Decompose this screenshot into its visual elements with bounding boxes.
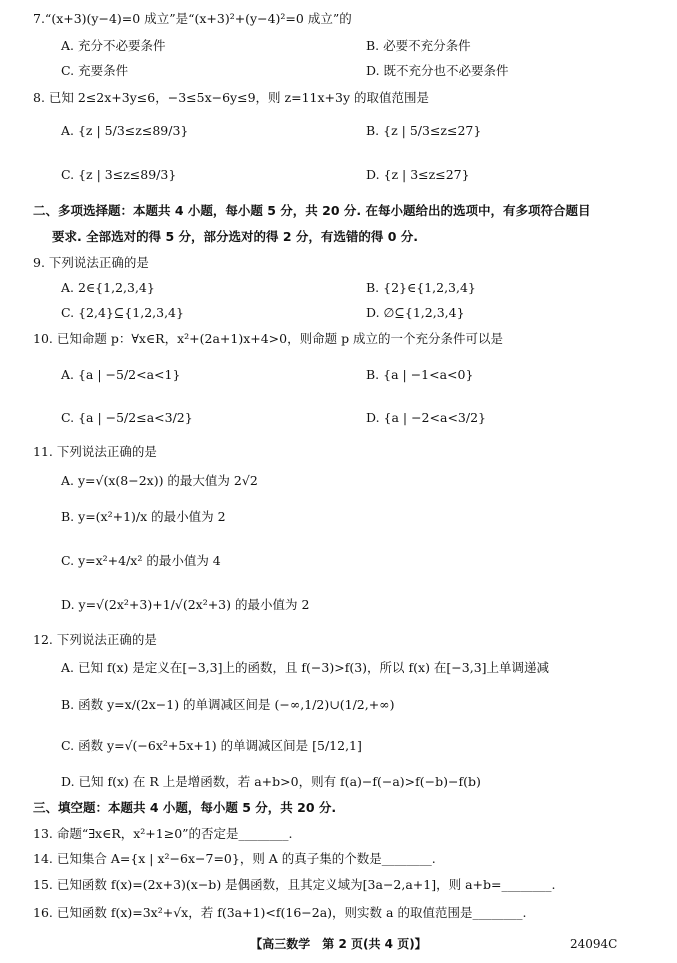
line-q9B: B. {2}∈{1,2,3,4} — [366, 280, 476, 295]
line-q10: 10. 已知命题 p：∀x∈R，x²+(2a+1)x+4>0，则命题 p 成立的一个充分条件可以是 — [33, 331, 504, 346]
line-q13: 13. 命题“∃x∈R，x²+1≥0”的否定是________. — [33, 826, 293, 841]
line-q10D: D. {a | −2<a<3/2} — [366, 410, 486, 425]
line-q8A: A. {z | 5/3≤z≤89/3} — [61, 123, 189, 138]
line-q11B: B. y=(x²+1)/x 的最小值为 2 — [61, 509, 226, 524]
line-q9: 9. 下列说法正确的是 — [33, 255, 149, 270]
line-q11: 11. 下列说法正确的是 — [33, 444, 157, 459]
line-q11A: A. y=√(x(8−2x)) 的最大值为 2√2 — [61, 473, 258, 488]
line-sec2b: 要求. 全部选对的得 5 分，部分选对的得 2 分，有选错的得 0 分. — [52, 229, 419, 244]
line-q7C: C. 充要条件 — [61, 63, 129, 78]
line-q8C: C. {z | 3≤z≤89/3} — [61, 167, 177, 182]
line-q9C: C. {2,4}⊆{1,2,3,4} — [61, 305, 184, 320]
line-q12A: A. 已知 f(x) 是定义在[−3,3]上的函数，且 f(−3)>f(3)，所以 f(x) 在[−3,3]上单调递减 — [61, 660, 550, 675]
line-q10B: B. {a | −1<a<0} — [366, 367, 474, 382]
line-q7D: D. 既不充分也不必要条件 — [366, 63, 509, 78]
line-q10C: C. {a | −5/2≤a<3/2} — [61, 410, 193, 425]
line-q11C: C. y=x²+4/x² 的最小值为 4 — [61, 553, 221, 568]
line-q15: 15. 已知函数 f(x)=(2x+3)(x−b) 是偶函数，且其定义域为[3a−2,a+1]，则 a+b=________. — [33, 877, 556, 892]
line-sec2a: 二、多项选择题：本题共 4 小题，每小题 5 分，共 20 分. 在每小题给出的选项中，有多项符合题目 — [33, 203, 591, 218]
line-q12: 12. 下列说法正确的是 — [33, 632, 157, 647]
line-q12D: D. 已知 f(x) 在 R 上是增函数，若 a+b>0，则有 f(a)−f(−a)>f(−b)−f(b) — [61, 774, 481, 789]
line-q12C: C. 函数 y=√(−6x²+5x+1) 的单调减区间是 [5/12,1] — [61, 738, 362, 753]
line-q9D: D. ∅⊆{1,2,3,4} — [366, 305, 465, 320]
line-q7B: B. 必要不充分条件 — [366, 38, 471, 53]
line-q10A: A. {a | −5/2<a<1} — [61, 367, 181, 382]
line-q9A: A. 2∈{1,2,3,4} — [61, 280, 155, 295]
line-code: 24094C — [570, 937, 618, 951]
line-q16: 16. 已知函数 f(x)=3x²+√x，若 f(3a+1)<f(16−2a)，则实数 a 的取值范围是________. — [33, 905, 527, 920]
line-q14: 14. 已知集合 A={x | x²−6x−7=0}，则 A 的真子集的个数是________. — [33, 851, 436, 866]
line-q8B: B. {z | 5/3≤z≤27} — [366, 123, 482, 138]
line-q12B: B. 函数 y=x/(2x−1) 的单调减区间是 (−∞,1/2)∪(1/2,+∞) — [61, 697, 395, 712]
line-q7A: A. 充分不必要条件 — [61, 38, 166, 53]
line-q8D: D. {z | 3≤z≤27} — [366, 167, 470, 182]
line-q8: 8. 已知 2≤2x+3y≤6，−3≤5x−6y≤9，则 z=11x+3y 的取值范围是 — [33, 90, 429, 105]
line-footer: 【高三数学 第 2 页(共 4 页)】 — [250, 937, 427, 951]
line-q11D: D. y=√(2x²+3)+1/√(2x²+3) 的最小值为 2 — [61, 597, 310, 612]
line-sec3: 三、填空题：本题共 4 小题，每小题 5 分，共 20 分. — [33, 800, 337, 815]
line-q7: 7.“(x+3)(y−4)=0 成立”是“(x+3)²+(y−4)²=0 成立”的 — [33, 11, 352, 26]
